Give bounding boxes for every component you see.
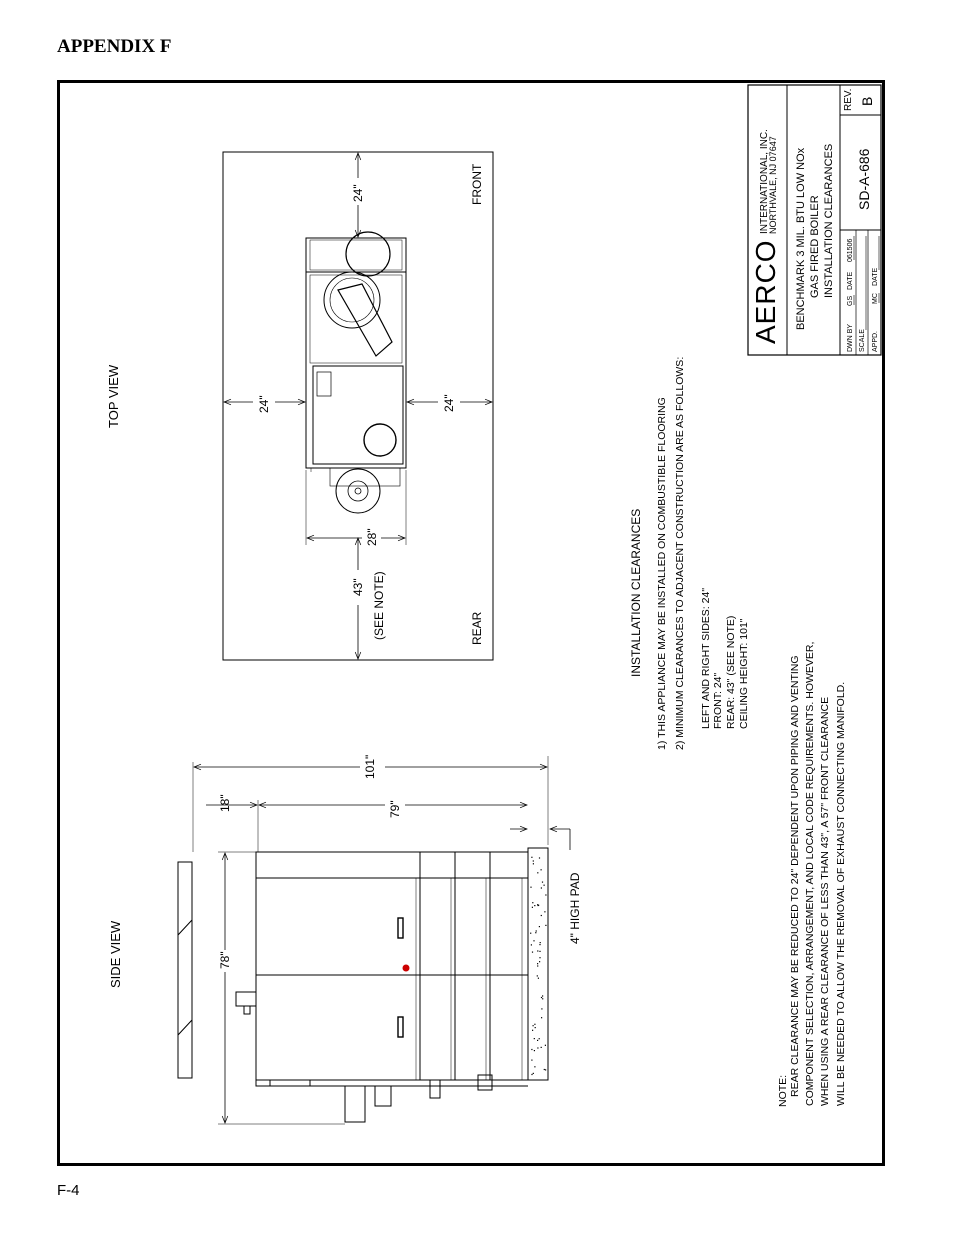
drawn-by-label: DWN BY [847, 324, 854, 352]
pad-speckle-dot [539, 857, 540, 858]
top-view [106, 152, 493, 660]
side-view-title: SIDE VIEW [108, 920, 123, 988]
pad-speckle-dot [537, 975, 538, 976]
pad-speckle-dot [537, 950, 538, 951]
concrete-pad [528, 848, 548, 1080]
pad-speckle-dot [535, 1027, 536, 1028]
pad-speckle-dot [531, 1060, 532, 1061]
note-block [777, 642, 847, 1107]
pad-speckle-dot [539, 957, 540, 958]
pad-speckle-dot [539, 1038, 540, 1039]
rear-clearance-note: (SEE NOTE) [372, 571, 386, 640]
pad-speckle-dot [544, 885, 545, 886]
pad-speckle-dot [537, 1040, 538, 1041]
pad-speckle-dot [534, 1024, 535, 1025]
air-inlet-hub-icon [355, 488, 361, 494]
approved-date-label: DATE [872, 267, 879, 286]
pad-speckle-dot [532, 907, 533, 908]
boiler-length-dim: 78" [218, 951, 232, 969]
top-view-title: TOP VIEW [106, 364, 121, 428]
pad-speckle-dot [539, 961, 540, 962]
gas-train-icon [338, 284, 392, 356]
boiler-width-dim: 28" [365, 528, 379, 546]
pad-speckle-dot [545, 894, 546, 895]
pad-speckle-dot [541, 1008, 542, 1009]
burner-fan-icon [324, 272, 380, 328]
note-line-1: REAR CLEARANCE MAY BE REDUCED TO 24" DEPENDENT UPON PIPING AND VENTING [789, 655, 801, 1097]
pad-speckle-dot [533, 1073, 534, 1074]
company-logo: AERCO [750, 239, 781, 344]
gas-valve-icon [364, 424, 396, 456]
clearance-item-4: CEILING HEIGHT: 101" [738, 618, 750, 729]
page-heading: APPENDIX F [57, 36, 172, 57]
pad-speckle-dot [534, 1050, 535, 1051]
approved-value: MC [872, 293, 879, 304]
exhaust-flue-icon [346, 232, 390, 276]
pad-speckle-dot [531, 1074, 532, 1075]
pad-speckle-dot [542, 998, 543, 999]
pad-speckle-dot [537, 965, 538, 966]
side-view [108, 755, 582, 1124]
pad-speckle-dot [541, 869, 542, 870]
pad-speckle-dot [533, 940, 534, 941]
ceiling-gap-dim: 18" [218, 794, 232, 812]
pad-speckle-dot [537, 963, 538, 964]
pad-speckle-dot [533, 860, 534, 861]
pad-speckle-dot [545, 925, 546, 926]
pad-speckle-dot [532, 1030, 533, 1031]
pad-speckle-dot [538, 978, 539, 979]
pad-speckle-dot [539, 951, 540, 952]
pad-speckle-dot [532, 902, 533, 903]
revision-label: REV. [843, 88, 854, 111]
boiler-height-dim: 79" [388, 800, 402, 818]
clearance-item-2: FRONT: 24" [712, 672, 724, 729]
pad-speckle-dot [531, 944, 532, 945]
ceiling-section [178, 862, 192, 1078]
pad-speckle-dot [530, 933, 531, 934]
drawn-by-value: GS [847, 295, 854, 306]
front-label: FRONT [470, 163, 484, 205]
pad-speckle-dot [533, 1025, 534, 1026]
pad-speckle-dot [534, 905, 535, 906]
pad-speckle-dot [536, 930, 537, 931]
overall-height-dim: 101" [363, 754, 377, 779]
air-inlet-icon [336, 469, 380, 513]
drawing-number: SD-A-686 [856, 148, 872, 210]
pad-speckle-dot [531, 857, 532, 858]
company-line-1: INTERNATIONAL, INC. [759, 129, 770, 234]
pad-speckle-dot [545, 1045, 546, 1046]
company-line-2: NORTHVALE, NJ 07647 [768, 136, 778, 234]
description-line-1: BENCHMARK 3 MIL. BTU LOW NOx [795, 147, 807, 330]
front-clearance-dim: 24" [351, 184, 365, 202]
page-number: F-4 [57, 1182, 80, 1199]
rear-clearance-dim: 43" [351, 578, 365, 596]
note-line-3: WHEN USING A REAR CLEARANCE OF LESS THAN 43", A 57" FRONT CLEARANCE [819, 696, 831, 1106]
pad-speckle-dot [533, 863, 534, 864]
approved-label: APPD. [872, 330, 879, 352]
side-view-dimension-lines [193, 756, 570, 1124]
pad-speckle-dot [544, 1069, 545, 1070]
boiler-side-outline [236, 852, 528, 1122]
pad-speckle-dot [541, 887, 542, 888]
revision-value: B [859, 96, 875, 106]
clearances-line-1: 1) THIS APPLIANCE MAY BE INSTALLED ON COMBUSTIBLE FLOORING [656, 397, 668, 750]
clearance-item-3: REAR: 43" (SEE NOTE) [725, 615, 737, 729]
installation-clearances-text [629, 357, 750, 750]
drawn-date-value: 061506 [847, 238, 854, 262]
pad-speckle-dot [532, 952, 533, 953]
aerco-badge-icon [403, 965, 410, 972]
scale-label: SCALE [859, 329, 866, 352]
pad-speckle-dot [541, 997, 542, 998]
pad-speckle-dot [540, 942, 541, 943]
rear-label: REAR [470, 611, 484, 645]
pad-speckle-dot [542, 995, 543, 996]
pad-speckle-dot [539, 944, 540, 945]
title-block-text [750, 89, 879, 352]
pad-height-label: 4" HIGH PAD [568, 872, 582, 944]
pad-speckle-dot [541, 1047, 542, 1048]
pad-speckle-dot [544, 911, 545, 912]
note-line-2: COMPONENT SELECTION, ARRANGEMENT, AND LOCAL CODE REQUIREMENTS. HOWEVER, [804, 641, 816, 1106]
pad-speckle-dot [539, 926, 540, 927]
description-line-3: INSTALLATION CLEARANCES [823, 143, 835, 298]
air-inlet-inner-icon [348, 481, 368, 501]
note-label: NOTE: [777, 1074, 789, 1107]
right-clearance-dim: 24" [442, 394, 456, 412]
description-line-2: GAS FIRED BOILER [809, 195, 821, 298]
pad-speckle-dot [535, 932, 536, 933]
drawn-date-label: DATE [847, 271, 854, 290]
pad-speckle-dot [534, 1066, 535, 1067]
pad-speckle-dot [530, 887, 531, 888]
pad-speckle-dot [534, 1038, 535, 1039]
boiler-top-outline [306, 238, 406, 486]
pad-speckle-dot [541, 1017, 542, 1018]
pad-speckle-dot [537, 1047, 538, 1048]
pad-speckle-dot [538, 905, 539, 906]
clearance-item-1: LEFT AND RIGHT SIDES: 24" [700, 587, 712, 729]
pad-speckle-dot [541, 915, 542, 916]
pad-speckle-dot [537, 872, 538, 873]
pad-speckle-dot [542, 882, 543, 883]
pad-speckle-dot [545, 1069, 546, 1070]
clearances-line-2: 2) MINIMUM CLEARANCES TO ADJACENT CONSTRUCTION ARE AS FOLLOWS: [674, 356, 686, 750]
pad-speckle-dot [531, 1049, 532, 1050]
left-clearance-dim: 24" [257, 395, 271, 413]
note-line-4: WILL BE NEEDED TO ALLOW THE REMOVAL OF EXHAUST CONNECTING MANIFOLD. [835, 681, 847, 1106]
clearances-heading: INSTALLATION CLEARANCES [629, 508, 643, 677]
